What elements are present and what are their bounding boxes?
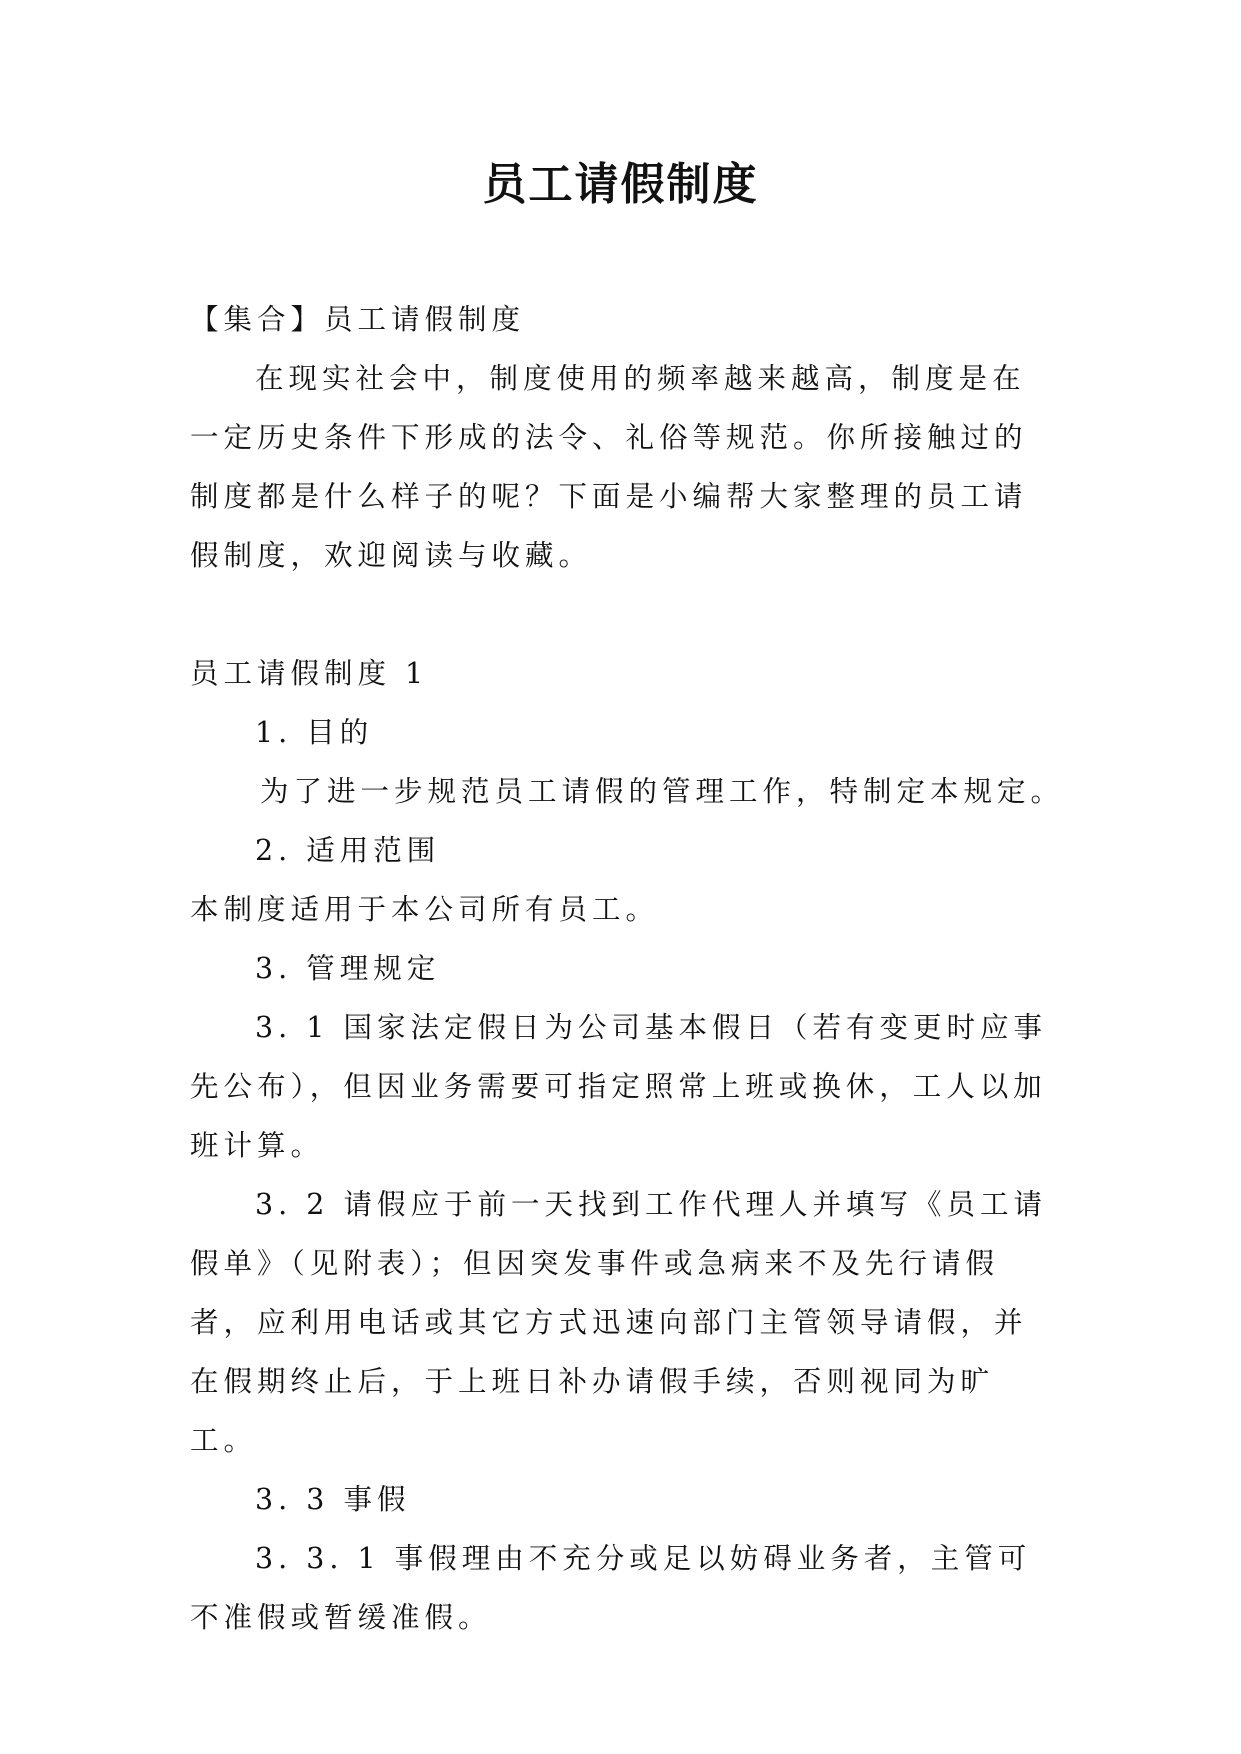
paragraph-spacer <box>190 585 1050 644</box>
rule-3-3-heading: 3. 3 事假 <box>255 1483 411 1516</box>
rule-3-3-1: 3. 3. 1 事假理由不充分或足以妨碍业务者，主管可不准假或暂缓准假。 <box>190 1542 1032 1634</box>
item-heading-scope: 2. 适用范围 <box>255 834 441 867</box>
rule-3-1: 3. 1 国家法定假日为公司基本假日（若有变更时应事先公布），但因业务需要可指定照常上班或换休，工人以加班计算。 <box>190 1011 1047 1162</box>
document-body <box>190 290 1065 1647</box>
rule-3-2: 3. 2 请假应于前一天找到工作代理人并填写《员工请假单》（见附表）；但因突发事件或急病来不及先行请假者，应利用电话或其它方式迅速向部门主管领导请假，并在假期终止后，于上班日补办请假手续，否则视同为旷工。 <box>190 1188 1047 1457</box>
document-title: 员工请假制度 <box>482 159 759 210</box>
section-heading: 员工请假制度 1 <box>190 657 429 690</box>
item-text-purpose: 为了进一步规范员工请假的管理工作，特制定本规定。 <box>260 775 1065 808</box>
intro-heading: 【集合】员工请假制度 <box>190 303 526 336</box>
intro-paragraph: 在现实社会中，制度使用的频率越来越高，制度是在一定历史条件下形成的法令、礼俗等规范。你所接触过的制度都是什么样子的呢？下面是小编帮大家整理的员工请假制度，欢迎阅读与收藏。 <box>190 362 1028 572</box>
item-text-scope: 本制度适用于本公司所有员工。 <box>190 893 660 926</box>
item-heading-purpose: 1. 目的 <box>255 716 374 749</box>
item-heading-rules: 3. 管理规定 <box>255 952 441 985</box>
